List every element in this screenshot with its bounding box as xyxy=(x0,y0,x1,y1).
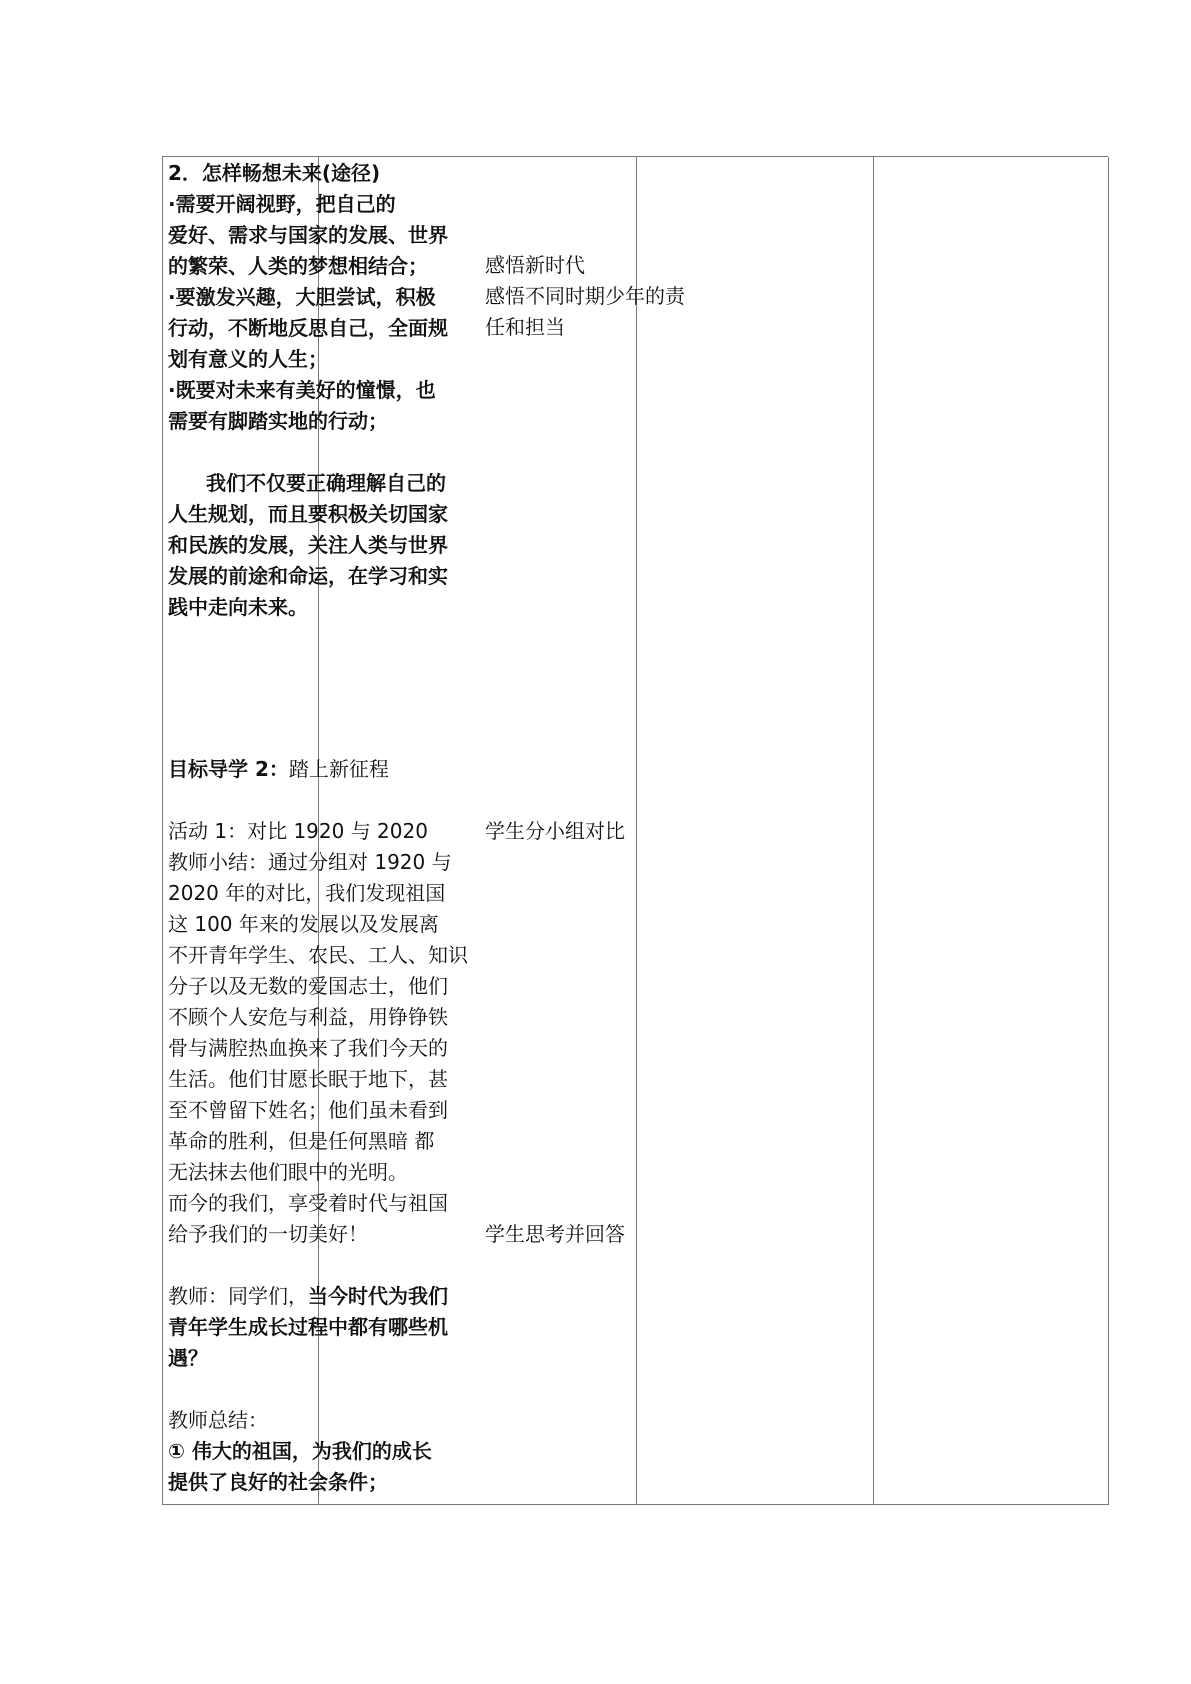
section-heading xyxy=(168,158,380,189)
text-line: 践中走向未来。 xyxy=(168,595,308,619)
student-line: 学生思考并回答 xyxy=(485,1222,625,1246)
text-line: 而今的我们，享受着时代与祖国 xyxy=(168,1191,448,1215)
text-line: ·要激发兴趣，大胆尝试，积极 xyxy=(168,285,436,309)
text-line: 遇？ xyxy=(168,1346,208,1370)
section-title: 怎样畅想未来(途径) xyxy=(201,161,381,185)
text-line: 骨与满腔热血换来了我们今天的 xyxy=(168,1036,448,1060)
table-column-student-activity xyxy=(637,157,874,1505)
goal-label: 目标导学 2： xyxy=(168,757,289,781)
text-line: 行动，不断地反思自己，全面规 xyxy=(168,316,448,340)
teacher-question-line xyxy=(168,1281,448,1312)
text-line: 革命的胜利，但是任何黑暗 都 xyxy=(168,1129,435,1153)
conclusion-label: 教师总结： xyxy=(168,1408,268,1432)
activity-line: 活动 1：对比 1920 与 2020 xyxy=(168,819,428,843)
section-number: 2． xyxy=(168,161,202,185)
text-line: 青年学生成长过程中都有哪些机 xyxy=(168,1315,448,1339)
student-line: 学生分小组对比 xyxy=(485,819,625,843)
text-line: 爱好、需求与国家的发展、世界 xyxy=(168,223,448,247)
student-line: 感悟不同时期少年的责 xyxy=(485,284,685,308)
text-line: ·需要开阔视野，把自己的 xyxy=(168,192,396,216)
text-line: 至不曾留下姓名；他们虽未看到 xyxy=(168,1098,448,1122)
student-line: 任和担当 xyxy=(485,315,565,339)
text-line: 我们不仅要正确理解自己的 xyxy=(206,471,446,495)
text-line: 2020 年的对比，我们发现祖国 xyxy=(168,881,446,905)
text-line: 给予我们的一切美好！ xyxy=(168,1222,368,1246)
text-line: 需要有脚踏实地的行动； xyxy=(168,409,388,433)
teacher-question: 当今时代为我们 xyxy=(308,1284,448,1308)
table-column-4 xyxy=(874,157,1109,1505)
text-line: 不开青年学生、农民、工人、知识 xyxy=(168,943,468,967)
text-line: 和民族的发展，关注人类与世界 xyxy=(168,533,448,557)
text-line: ① 伟大的祖国，为我们的成长 xyxy=(168,1439,432,1463)
text-line: 提供了良好的社会条件； xyxy=(168,1470,388,1494)
text-line: 这 100 年来的发展以及发展离 xyxy=(168,912,439,936)
goal-title: 踏上新征程 xyxy=(288,757,389,781)
text-line: 教师小结：通过分组对 1920 与 xyxy=(168,850,452,874)
text-line: 的繁荣、人类的梦想相结合； xyxy=(168,254,428,278)
text-line: 划有意义的人生； xyxy=(168,347,328,371)
goal-heading xyxy=(168,754,389,785)
text-line: 人生规划，而且要积极关切国家 xyxy=(168,502,448,526)
text-line: 不顾个人安危与利益，用铮铮铁 xyxy=(168,1005,448,1029)
student-line: 感悟新时代 xyxy=(485,253,585,277)
text-line: 生活。他们甘愿长眠于地下，甚 xyxy=(168,1067,448,1091)
teacher-prefix: 教师：同学们， xyxy=(168,1284,308,1308)
text-line: ·既要对未来有美好的憧憬，也 xyxy=(168,378,436,402)
text-line: 发展的前途和命运，在学习和实 xyxy=(168,564,448,588)
text-line: 分子以及无数的爱国志士，他们 xyxy=(168,974,448,998)
text-line: 无法抹去他们眼中的光明。 xyxy=(168,1160,408,1184)
